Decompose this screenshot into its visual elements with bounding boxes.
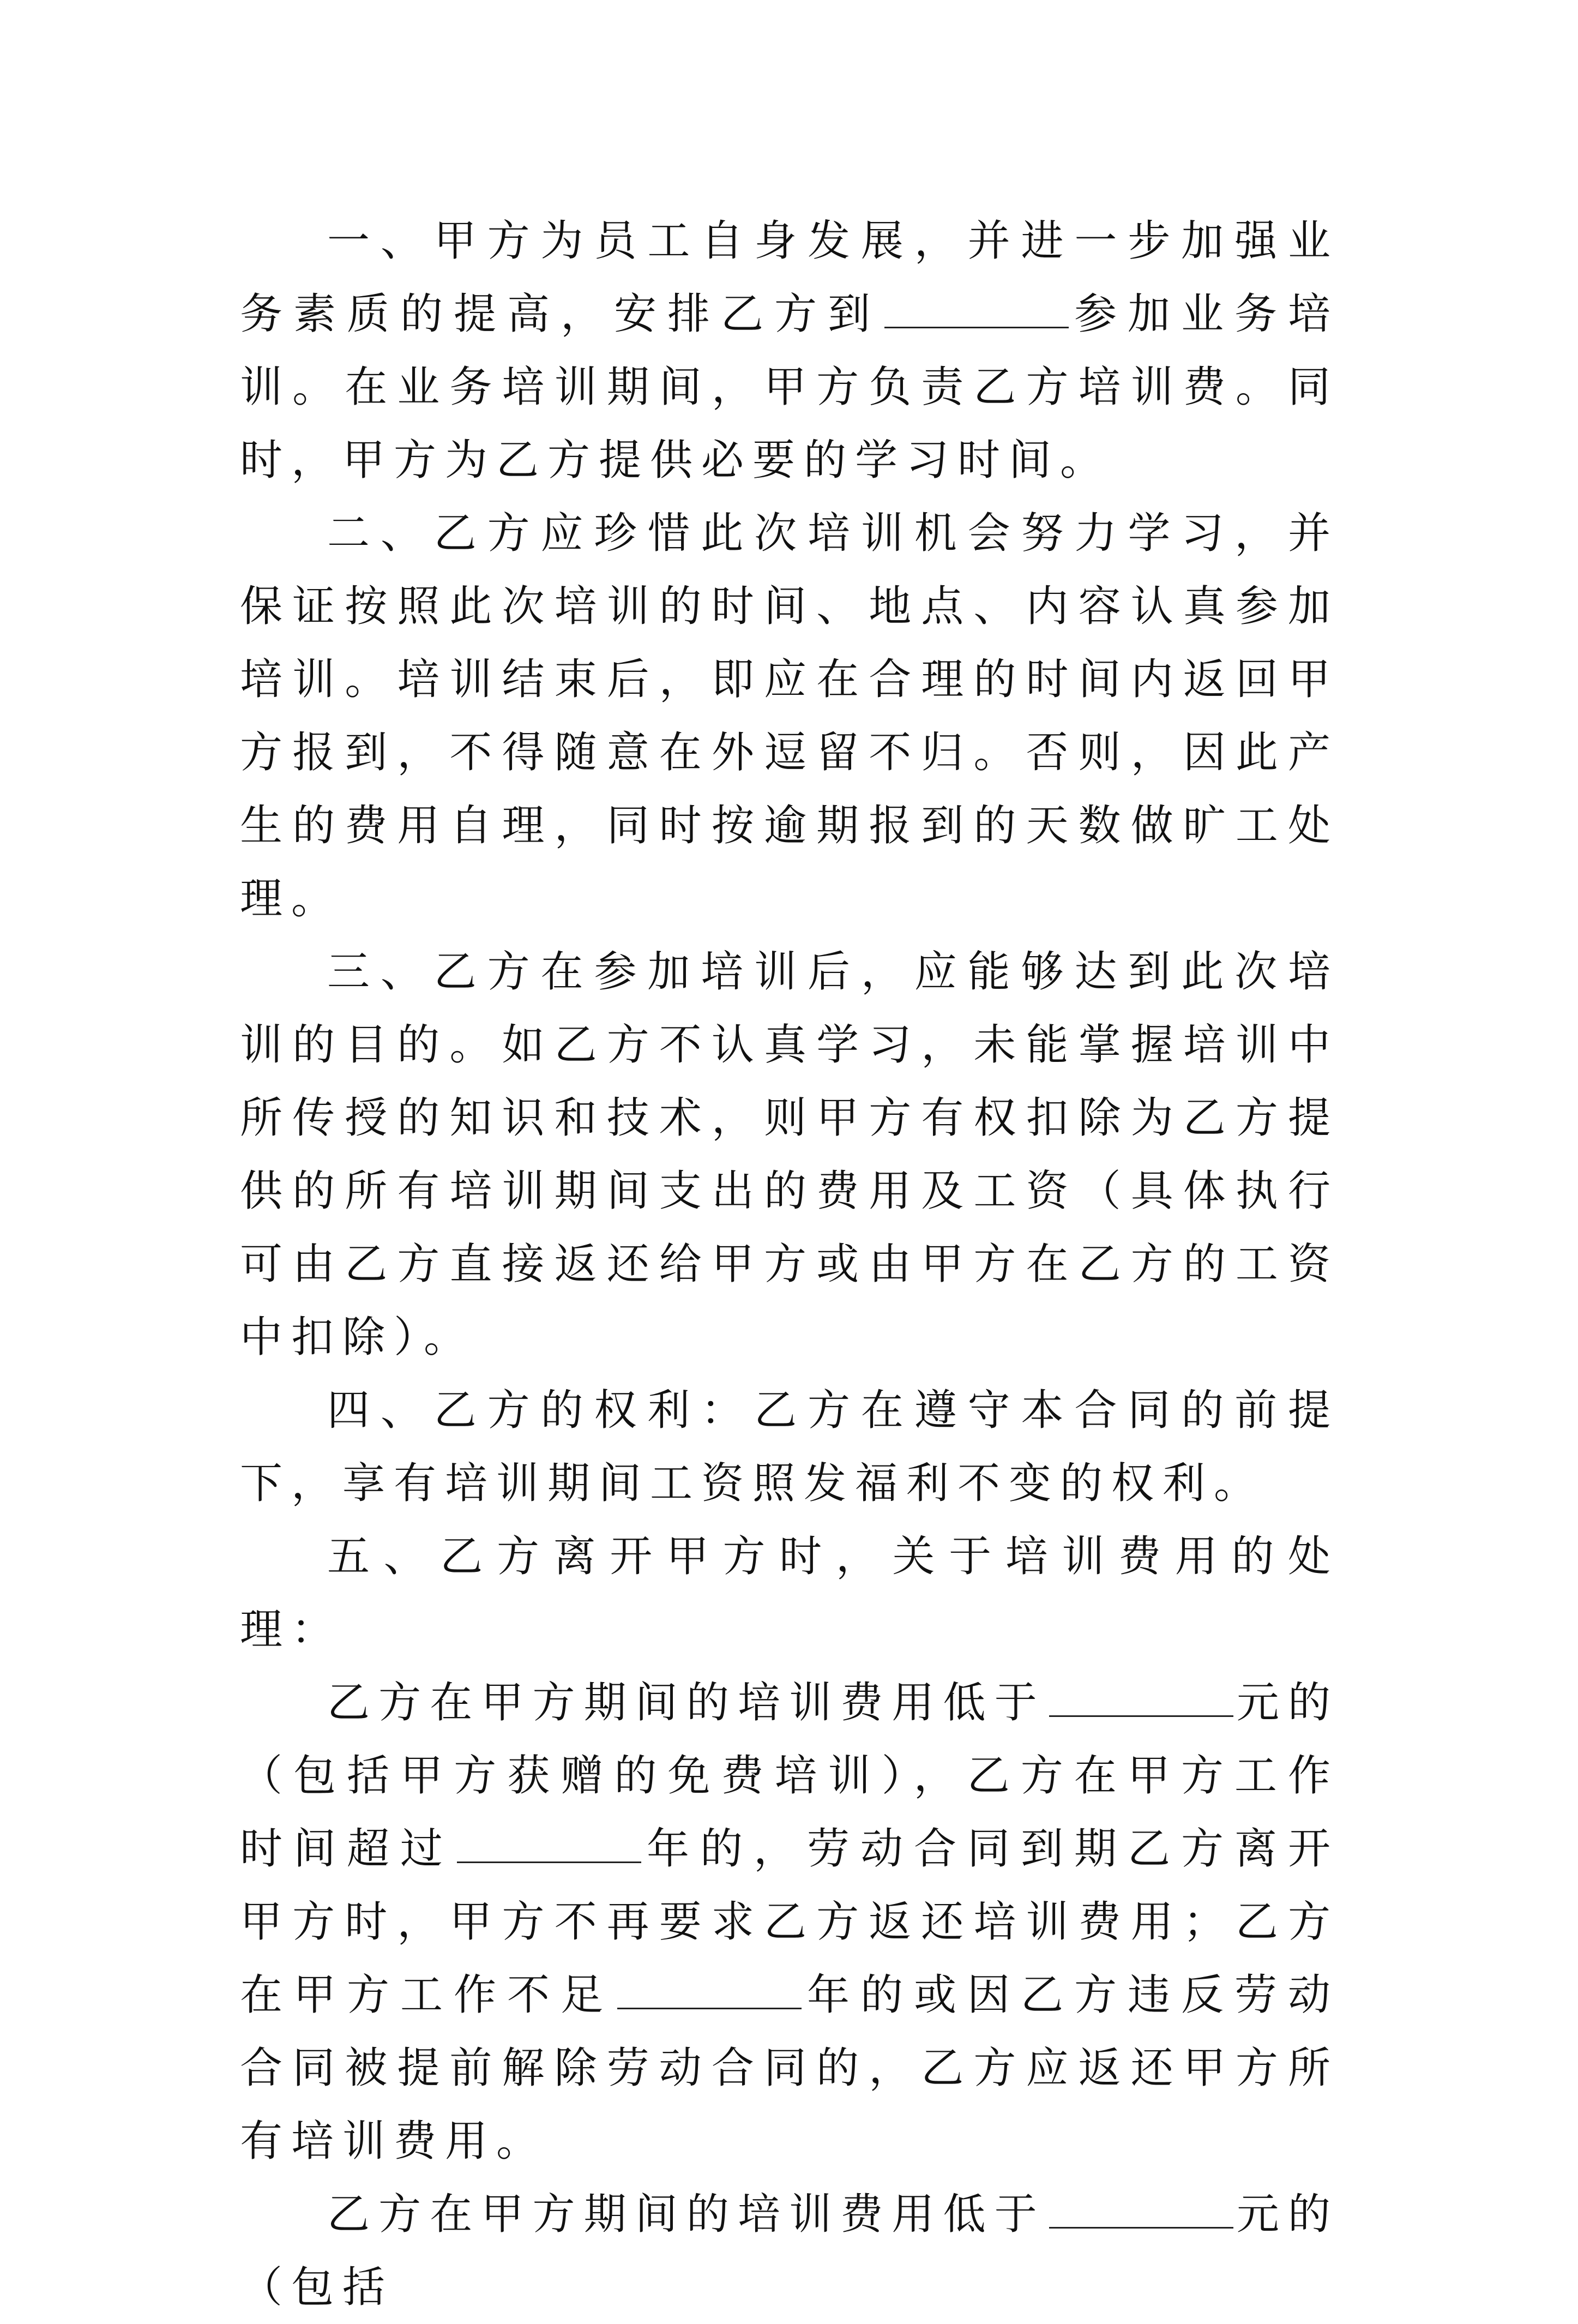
clause-5-text: 五、乙方离开甲方时，关于培训费用的处理：	[240, 1532, 1339, 1654]
fee-rule-2-text-b: 元的（包括	[240, 2190, 1339, 2312]
clause-5-paragraph	[240, 1520, 1339, 1666]
clause-1-paragraph	[240, 205, 1339, 497]
fee-amount-blank-1	[1049, 1715, 1233, 1717]
clause-1-text-b: 参加业务培训。在业务培训期间，甲方负责乙方培训费。同时，甲方为乙方提供必要的学习时间。	[240, 290, 1339, 485]
clause-2-paragraph	[240, 497, 1339, 935]
clause-1-text-a: 一、甲方为员工自身发展，并进一步加强业务素质的提高，安排乙方到	[240, 217, 1339, 339]
document-body	[240, 205, 1339, 2324]
fee-rule-1-text-a: 乙方在甲方期间的培训费用低于	[327, 1678, 1046, 1727]
fee-rule-1-text-d: 年的或因乙方违反劳动合同被提前解除劳动合同的，乙方应返还甲方所有培训费用。	[240, 1971, 1339, 2166]
clause-2-text: 二、乙方应珍惜此次培训机会努力学习，并保证按照此次培训的时间、地点、内容认真参加培训。培训结束后，即应在合理的时间内返回甲方报到，不得随意在外逗留不归。否则，因此产生的费用自理，同时按逾期报到的天数做旷工处理。	[240, 509, 1339, 923]
fee-amount-blank-2	[1049, 2226, 1233, 2229]
fee-rule-paragraph-1	[240, 1666, 1339, 2178]
training-location-blank	[884, 326, 1069, 328]
fee-rule-paragraph-2	[240, 2178, 1339, 2324]
clause-4-text: 四、乙方的权利：乙方在遵守本合同的前提下，享有培训期间工资照发福利不变的权利。	[240, 1386, 1339, 1508]
work-years-over-blank	[457, 1861, 641, 1863]
fee-rule-1-text-b: 元的（包括甲方获赠的免费培训），乙方在甲方工作时间超过	[240, 1678, 1339, 1873]
fee-rule-2-text-a: 乙方在甲方期间的培训费用低于	[327, 2190, 1046, 2239]
clause-3-text: 三、乙方在参加培训后，应能够达到此次培训的目的。如乙方不认真学习，未能掌握培训中所传授的知识和技术，则甲方有权扣除为乙方提供的所有培训期间支出的费用及工资（具体执行可由乙方直接返还给甲方或由甲方在乙方的工资中扣除）。	[240, 947, 1339, 1362]
work-years-under-blank	[617, 2007, 802, 2009]
fee-rule-1-text-c: 年的，劳动合同到期乙方离开甲方时，甲方不再要求乙方返还培训费用；乙方在甲方工作不足	[240, 1824, 1339, 2020]
clause-4-paragraph	[240, 1374, 1339, 1520]
clause-3-paragraph	[240, 935, 1339, 1374]
